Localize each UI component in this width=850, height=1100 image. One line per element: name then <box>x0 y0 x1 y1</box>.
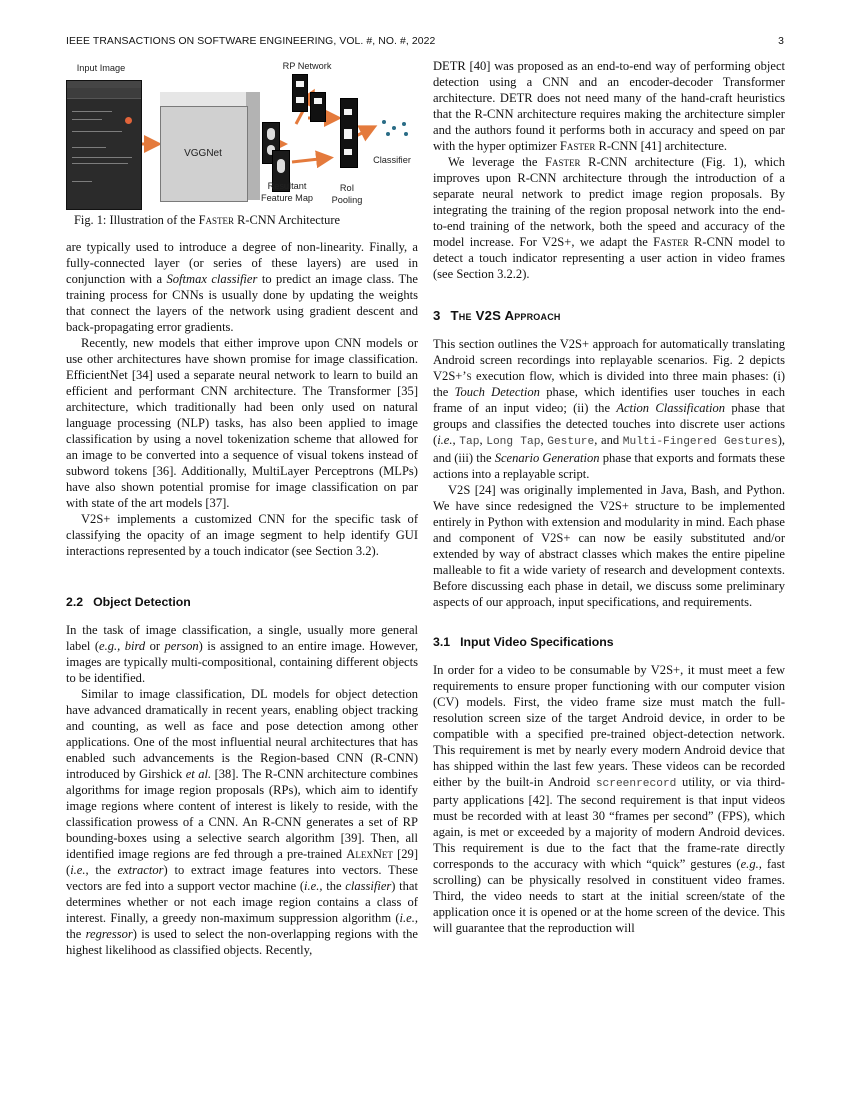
paragraph: This section outlines the V2S+ approach for automatically translating Android screen recordings into replayable scenarios. Fig. 2 depicts V2S+’s execution flow, which is divided into three main phases: (i) the Touch Detection phase, which identifies user touches in each frame of an input video; (ii) the Action Classification phase that groups and classifies the detected touches into discrete user actions (i.e., Tap, Long Tap, Gesture, and Multi-Fingered Gestures), and (iii) the Scenario Generation phase that exports and formats these actions into a replayable script. <box>433 337 786 481</box>
section-2-2-heading: 2.2 Object Detection <box>66 595 191 609</box>
figure-1 <box>66 58 418 208</box>
rp-network-block-2 <box>310 92 326 122</box>
classifier-points-icon <box>378 118 412 138</box>
arrow-roi-to-classifier <box>356 128 372 136</box>
paragraph: Recently, new models that either improve upon CNN models or use other architectures have shown promise for image classification. EfficientNet [34] used a separate neural network to learn to build an efficient and performant CNN architecture. The Transformer [35] architecture, which traditionally had been only used on natural language processing (NLP) tasks, has also been applied to image classification by using a novel tokenization scheme that allowed for an image to be converted into a sequence of visual tokens instead of subword tokens [36]. Additionally, MultiLayer Perceptrons (MLPs) have also shown potential promise for image classification on par with state of the art models [37]. <box>66 336 418 510</box>
label-rp-network: RP Network <box>282 61 332 71</box>
paragraph: Similar to image classification, DL models for object detection have advanced dramatically in recent years, enabling object tracking and counting, as well as face and pose detection among other applications. One of the most influential neural architectures that has enabled such advancements is the Region-based CNN (R-CNN) introduced by Girshick et al. [38]. The R-CNN architecture combines algorithms for image region proposals (RPs), which aim to identify image regions where content of interest is likely to reside, with the classification prowess of a CNN. An R-CNN generates a set of RP bounding-boxes using a selective search algorithm [39]. Then, all identified image regions are fed through a pre-trained AlexNet [29] (i.e., the extractor) to extract image features into vectors. These vectors are fed into a support vector machine (i.e., the classifier) that determines whether or not each image region contains a class of interest. Finally, a greedy non-maximum suppression algorithm (i.e., the regressor) is used to select the non-overlapping regions with the highest likelihood as classified objects. Recently, <box>66 687 418 957</box>
paragraph: DETR [40] was proposed as an end-to-end way of performing object detection using a CNN and an encoder-decoder Transformer architecture. DETR does not need many of the hand-craft heuristics that the R-CNN architecture requires making the architecture simpler and the authors found it performs both in accuracy and speed on par with the hyper optimizer Faster R-CNN [41] architecture. <box>433 59 785 153</box>
label-vggnet: VGGNet <box>184 148 222 159</box>
section-3-1-heading: 3.1 Input Video Specifications <box>433 635 614 649</box>
page-number: 3 <box>778 36 784 47</box>
right-column <box>433 58 785 936</box>
label-classifier: Classifier <box>373 155 411 165</box>
section-3-heading: 3 The V2S Approach <box>433 308 561 323</box>
rp-network-block-1 <box>292 74 308 112</box>
paragraph: V2S+ implements a customized CNN for the specific task of classifying the opacity of an image segment to help identify GUI interactions represented by a touch indicator (see Section 3.2). <box>66 512 418 558</box>
label-feature-map: Resultant Feature Map <box>260 181 314 203</box>
paragraph: In the task of image classification, a single, usually more general label (e.g., bird or person) is assigned to an entire image. However, images are typically multi-compositional, containing different objects to be identified. <box>66 623 418 685</box>
vggnet-cube-top <box>160 92 260 106</box>
arrow-fmap-to-roi <box>292 158 328 162</box>
running-header <box>66 36 784 50</box>
paragraph: We leverage the Faster R-CNN architecture (Fig. 1), which improves upon R-CNN architecture through the introduction of a separate neural network to predict image region proposals. By integrating the training of the region proposal network into the end-to-end training of the network, both the speed and accuracy of the model increase. For V2S+, we adapt the Faster R-CNN model to detect a touch indicator representing a user action in video frames (see Section 3.2.2). <box>433 155 785 281</box>
paragraph: In order for a video to be consumable by V2S+, it must meet a few requirements to ensure proper functioning with our computer vision (CV) models. First, the video frame size must match the full-resolution screen size of the target Android device, in order to be compatible with a specified pre-trained object-detection network. This requirement is met by nearly every modern Android device that has shipped within the last few years. These videos can be recorded either by the built-in Android screenrecord utility, or via third-party applications [42]. The second requirement is that input videos must be recorded with at least 30 “frames per second” (FPS), which again, is met or exceeded by a majority of modern Android devices. This requirement is due to the fact that the frame-rate directly corresponds to the accuracy with which “quick” gestures (e.g., fast scrolling) can be physically resolved in constituent video frames. Third, the video needs to start at the initial screen/state of the application once it is opened or at the home screen of the device. This will guarantee that the reproduction will <box>433 663 785 935</box>
label-input-image: Input Image <box>76 63 126 73</box>
figure-1-caption: Fig. 1: Illustration of the Faster R-CNN Architecture <box>74 213 340 227</box>
journal-title: IEEE TRANSACTIONS ON SOFTWARE ENGINEERING, VOL. #, NO. #, 2022 <box>66 36 436 47</box>
label-roi-pooling: RoI Pooling <box>331 183 363 205</box>
paragraph: are typically used to introduce a degree of non-linearity. Finally, a fully-connected layer (or series of these layers) are used in conjunction with a Softmax classifier to predict an image class. The training process for CNNs is usually done by updating the weights that connect the layers of the network using gradient descent and back-propagating error gradients. <box>66 240 418 334</box>
roi-pooling-block <box>340 98 358 168</box>
left-column <box>66 58 418 958</box>
paragraph: V2S [24] was originally implemented in Java, Bash, and Python. We have since redesigned the V2S+ structure to be implemented entirely in Python with extension and modularity in mind. Each phase and component of V2S+ can now be easily substituted and/or extended by way of abstract classes which makes the entire pipeline malleable to fit a wide variety of research and development contexts. Before discussing each phase in detail, we discuss some preliminary aspects of our approach, input specifications, and requirements. <box>433 483 785 609</box>
